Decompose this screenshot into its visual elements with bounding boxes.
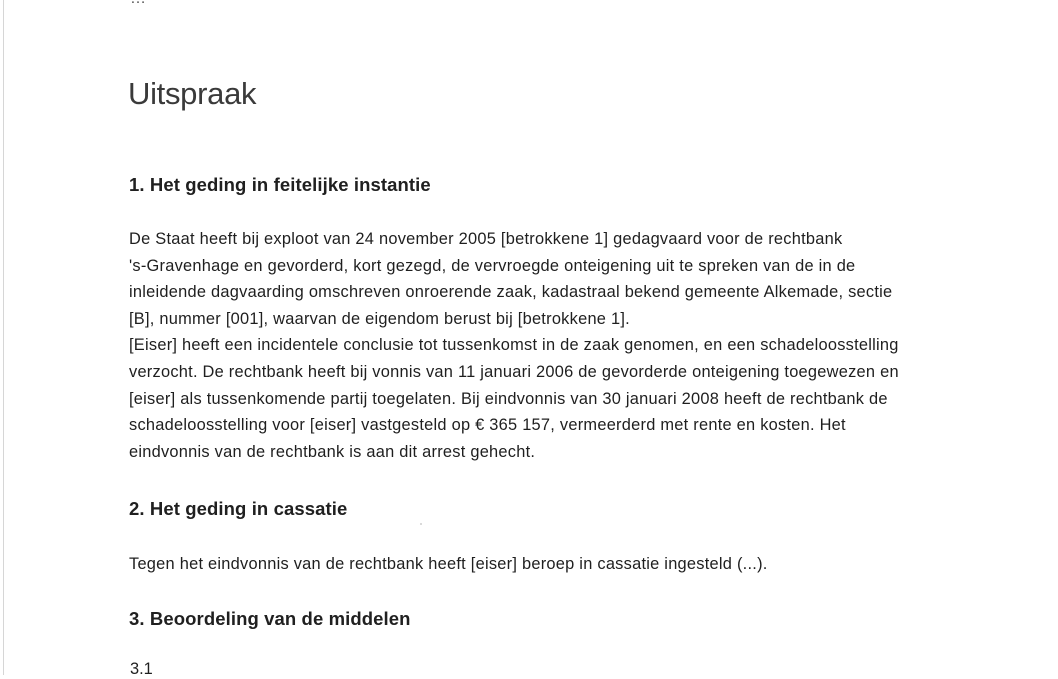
paragraph-line: inleidende dagvaarding omschreven onroerende zaak, kadastraal bekend gemeente Alkemade, sectie: [129, 283, 893, 302]
section-1-paragraph: [129, 226, 899, 465]
page-title: Uitspraak: [128, 76, 257, 111]
paragraph-line: [eiser] als tussenkomende partij toegelaten. Bij eindvonnis van 30 januari 2008 heeft de rechtbank de: [129, 389, 888, 408]
paragraph-line: Tegen het eindvonnis van de rechtbank heeft [eiser] beroep in cassatie ingesteld (...).: [129, 555, 768, 573]
paragraph-line: 's-Gravenhage en gevorderd, kort gezegd, de vervroegde onteigening uit te spreken van de in de: [129, 256, 856, 275]
scan-speck: [420, 523, 422, 525]
paragraph-line: [Eiser] heeft een incidentele conclusie tot tussenkomst in de zaak genomen, en een schadeloosstelling: [129, 336, 899, 355]
paragraph-line: [B], nummer [001], waarvan de eigendom berust bij [betrokkene 1].: [129, 309, 630, 328]
paragraph-line: eindvonnis van de rechtbank is aan dit arrest gehecht.: [129, 442, 536, 461]
cut-off-top-line: [130, 0, 146, 8]
paragraph-line: De Staat heeft bij exploot van 24 november 2005 [betrokkene 1] gedagvaard voor de rechtbank: [129, 230, 843, 248]
section-2-paragraph: [129, 551, 768, 578]
section-heading-2: 2. Het geding in cassatie: [129, 498, 348, 519]
paragraph-line: verzocht. De rechtbank heeft bij vonnis van 11 januari 2006 de gevorderde onteigening toegewezen en: [129, 362, 899, 381]
section-heading-1: 1. Het geding in feitelijke instantie: [129, 174, 431, 195]
paragraph-line: schadeloosstelling voor [eiser] vastgesteld op € 365 157, vermeerderd met rente en kosten. Het: [129, 416, 846, 435]
page-edge: [3, 0, 4, 675]
subsection-number: 3.1: [130, 660, 153, 678]
section-heading-3: 3. Beoordeling van de middelen: [129, 608, 411, 629]
